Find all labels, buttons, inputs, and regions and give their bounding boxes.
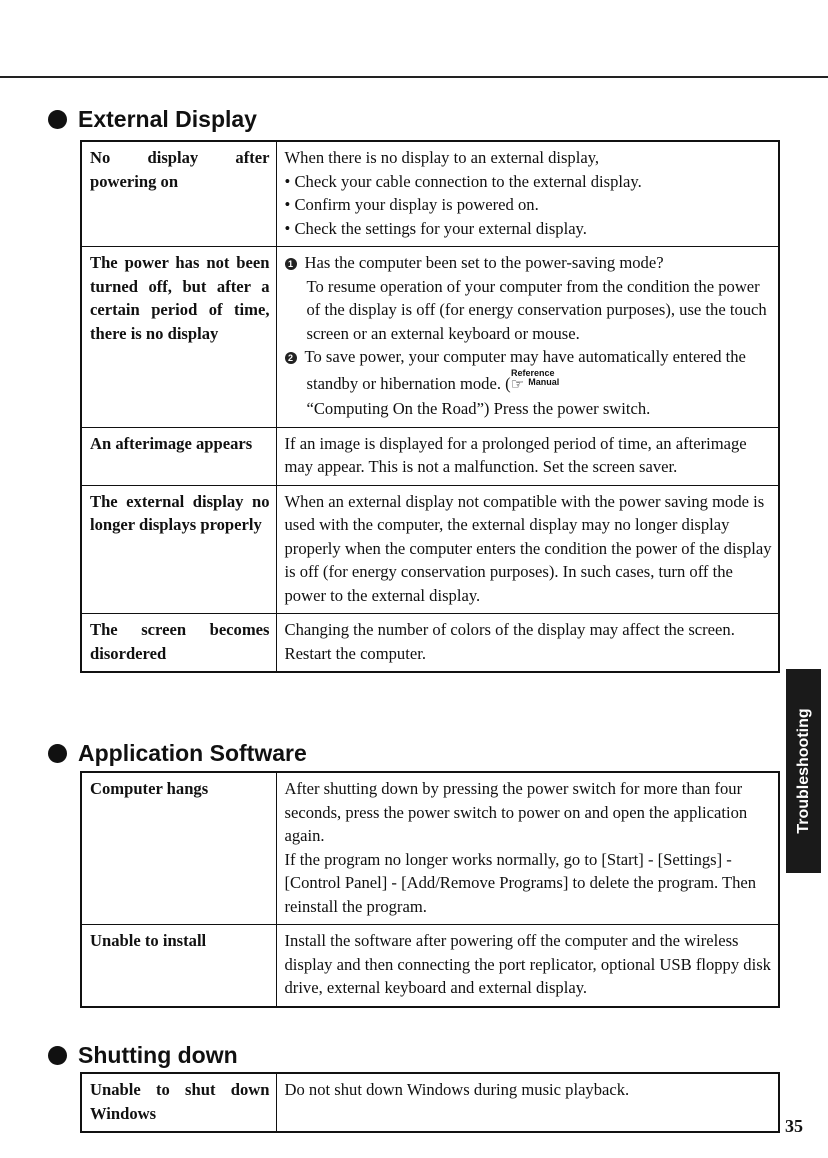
solution-bullet: • Confirm your display is powered on.: [284, 195, 539, 214]
section-title: External Display: [78, 106, 257, 132]
problem-cell: Unable to shut down Windows: [81, 1073, 276, 1132]
pointing-hand-icon: ☞: [510, 376, 525, 393]
troubleshooting-side-tab: [786, 669, 821, 873]
solution-cell: [276, 772, 779, 925]
bullet-icon: [48, 1046, 67, 1065]
solution-cell: When an external display not compatible with the power saving mode is used with the computer, the external display may no longer display properly when the computer enters the condition the power of the display is off (for energy conservation purposes). In such cases, turn off the power to the external display.: [276, 485, 779, 614]
table-row: [81, 925, 779, 1007]
solution-text: To save power, your computer may have automatically entered the standby or hibernation mode.: [304, 347, 746, 393]
solution-paragraph: After shutting down by pressing the power switch for more than four seconds, press the power switch to power on and open the application again.: [284, 779, 748, 845]
step-number-icon: 2: [285, 352, 297, 364]
solution-cell: [276, 247, 779, 428]
section-heading-external-display: [48, 104, 257, 134]
problem-cell: Computer hangs: [81, 772, 276, 925]
problem-cell: Unable to install: [81, 925, 276, 1007]
solution-reference-text: “Computing On the Road”) Press the power switch.: [306, 399, 651, 418]
table-row: [81, 247, 779, 428]
bullet-icon: [48, 110, 67, 129]
section-title: Application Software: [78, 740, 307, 766]
top-rule: [0, 76, 828, 78]
solution-bullet: • Check the settings for your external display.: [284, 218, 587, 238]
table-row: [81, 141, 779, 247]
page-number: 35: [785, 1116, 803, 1136]
reference-label-bottom: Manual: [528, 376, 560, 387]
table-row: [81, 772, 779, 925]
solution-cell: Changing the number of colors of the display may affect the screen. Restart the computer.: [276, 614, 779, 673]
section-heading-shutting-down: [48, 1040, 238, 1070]
step-number-icon: 1: [285, 258, 297, 270]
side-tab-label: Troubleshooting: [794, 708, 812, 834]
reference-manual-icon: [511, 367, 560, 387]
table-row: [81, 485, 779, 614]
solution-intro: When there is no display to an external display,: [284, 148, 600, 167]
solution-bullet: • Check your cable connection to the external display.: [284, 171, 642, 191]
solution-cell: [276, 141, 779, 247]
reference-label-top: Reference: [511, 367, 555, 378]
table-row: [81, 1073, 779, 1132]
solution-item-1: [285, 251, 773, 275]
solution-question: Has the computer been set to the power-saving mode?: [304, 253, 664, 272]
reference-open: (: [505, 373, 511, 393]
solution-item-2: [285, 345, 773, 397]
shutting-down-table: [80, 1072, 780, 1133]
problem-cell: The external display no longer displays properly: [81, 485, 276, 614]
problem-cell: No display after powering on: [81, 141, 276, 247]
problem-cell: An afterimage appears: [81, 427, 276, 485]
bullet-icon: [48, 744, 67, 763]
solution-cell: If an image is displayed for a prolonged period of time, an afterimage may appear. This is not a malfunction. Set the screen saver.: [276, 427, 779, 485]
table-row: [81, 614, 779, 673]
solution-cell: Do not shut down Windows during music playback.: [276, 1073, 779, 1132]
external-display-table: [80, 140, 780, 673]
section-title: Shutting down: [78, 1042, 238, 1068]
solution-paragraph: If the program no longer works normally, go to [Start] - [Settings] - [Control Panel] - [Add/Remove Programs] to delete the program. Then reinstall the program.: [284, 849, 757, 916]
solution-cell: Install the software after powering off the computer and the wireless display and then connecting the port replicator, optional USB floppy disk drive, external keyboard and external display.: [276, 925, 779, 1007]
problem-cell: The screen becomes disordered: [81, 614, 276, 673]
section-heading-application-software: [48, 738, 307, 768]
solution-item-1-text: To resume operation of your computer from the condition the power of the display is off (for energy conservation purposes), use the touch screen or an external keyboard or mouse.: [306, 276, 767, 343]
problem-cell: The power has not been turned off, but after a certain period of time, there is no display: [81, 247, 276, 428]
application-software-table: [80, 771, 780, 1008]
table-row: [81, 427, 779, 485]
